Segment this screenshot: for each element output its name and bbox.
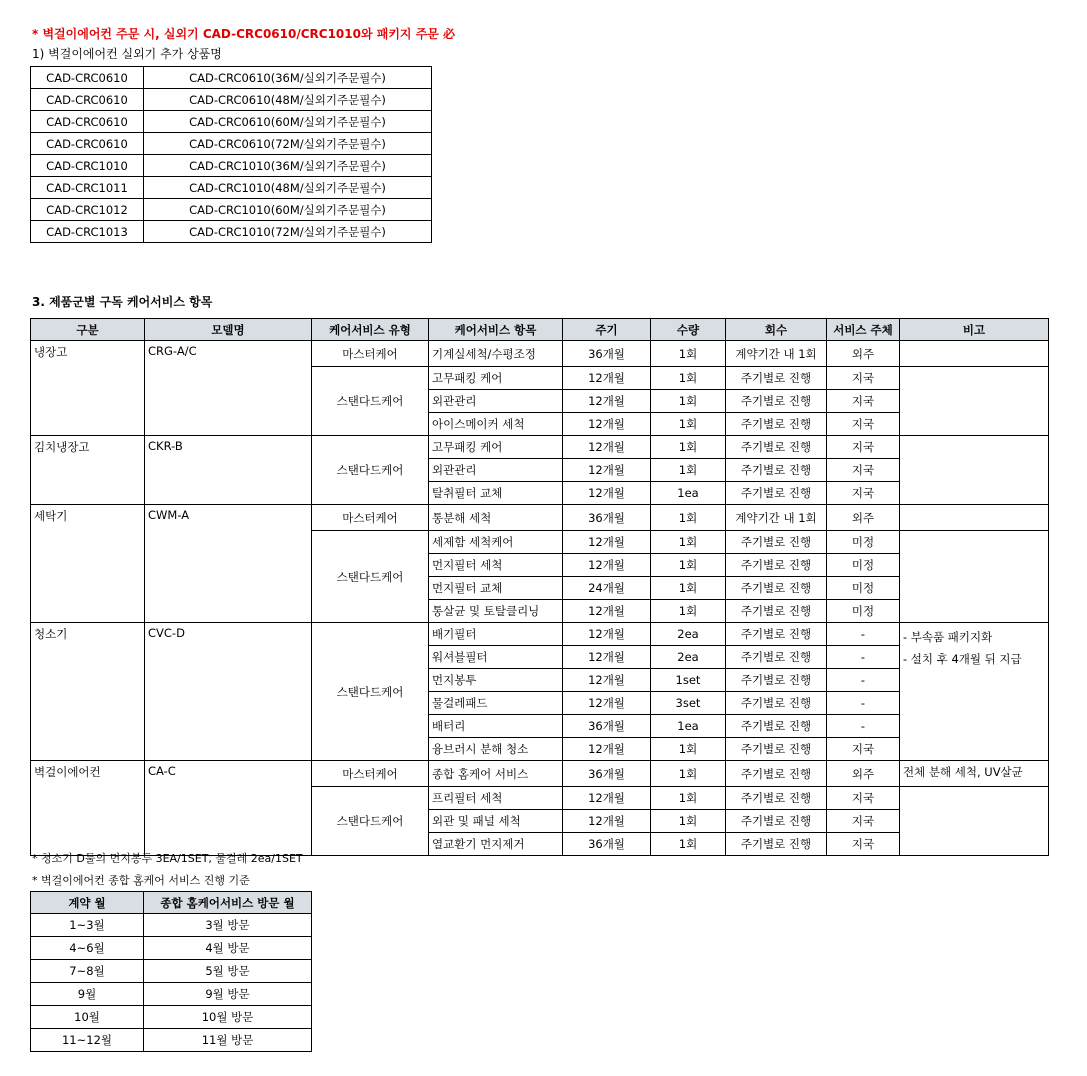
remarks-cell: [900, 787, 1049, 856]
remarks-cell: [900, 367, 1049, 436]
frequency-cell: 주기별로 진행: [726, 367, 827, 390]
contract-month-cell: 4~6월: [31, 937, 144, 960]
frequency-cell: 계약기간 내 1회: [726, 505, 827, 531]
outdoor-unit-code: CAD-CRC1010: [31, 155, 144, 177]
outdoor-unit-title: 1) 벽걸이에어컨 실외기 추가 상품명: [32, 47, 222, 61]
service-provider-cell: 미정: [827, 554, 900, 577]
care-item-cell: 먼지봉투: [429, 669, 563, 692]
vacuum-note: * 청소기 D툴의 먼지봉투 3EA/1SET, 물걸레 2ea/1SET: [32, 852, 303, 865]
visit-row: [31, 983, 312, 1006]
cycle-cell: 12개월: [563, 367, 651, 390]
service-provider-cell: 지국: [827, 482, 900, 505]
quantity-cell: 1회: [651, 577, 726, 600]
quantity-cell: 1회: [651, 413, 726, 436]
outdoor-unit-code: CAD-CRC0610: [31, 111, 144, 133]
cycle-cell: 12개월: [563, 669, 651, 692]
care-item-cell: 세제함 세척케어: [429, 531, 563, 554]
cycle-cell: 12개월: [563, 692, 651, 715]
cycle-cell: 12개월: [563, 554, 651, 577]
service-provider-cell: 지국: [827, 833, 900, 856]
cycle-cell: 24개월: [563, 577, 651, 600]
quantity-cell: 2ea: [651, 623, 726, 646]
outdoor-unit-row: [31, 199, 432, 221]
quantity-cell: 1회: [651, 738, 726, 761]
outdoor-unit-product-name: CAD-CRC1010(60M/실외기주문필수): [144, 199, 432, 221]
care-type-cell: 마스터케어: [312, 341, 429, 367]
category-cell: 청소기: [31, 623, 145, 761]
remarks-cell: [900, 341, 1049, 367]
column-header: 모델명: [145, 319, 312, 341]
outdoor-unit-code: CAD-CRC1012: [31, 199, 144, 221]
contract-month-cell: 1~3월: [31, 914, 144, 937]
service-provider-cell: 외주: [827, 761, 900, 787]
frequency-cell: 주기별로 진행: [726, 554, 827, 577]
visit-row: [31, 1029, 312, 1052]
service-provider-cell: 지국: [827, 436, 900, 459]
quantity-cell: 1회: [651, 554, 726, 577]
quantity-cell: 1회: [651, 459, 726, 482]
care-item-cell: 종합 홈케어 서비스: [429, 761, 563, 787]
frequency-cell: 주기별로 진행: [726, 413, 827, 436]
cycle-cell: 36개월: [563, 505, 651, 531]
care-item-cell: 외관관리: [429, 459, 563, 482]
contract-month-cell: 9월: [31, 983, 144, 1006]
visit-row: [31, 1006, 312, 1029]
cycle-cell: 12개월: [563, 810, 651, 833]
table-row: [31, 623, 1049, 646]
service-provider-cell: 미정: [827, 577, 900, 600]
table-row: [31, 341, 1049, 367]
frequency-cell: 주기별로 진행: [726, 623, 827, 646]
model-cell: CRG-A/C: [145, 341, 312, 436]
quantity-cell: 1ea: [651, 482, 726, 505]
model-cell: CWM-A: [145, 505, 312, 623]
quantity-cell: 1회: [651, 436, 726, 459]
frequency-cell: 계약기간 내 1회: [726, 341, 827, 367]
frequency-cell: 주기별로 진행: [726, 833, 827, 856]
visit-month-cell: 3월 방문: [144, 914, 312, 937]
care-item-cell: 외관관리: [429, 390, 563, 413]
cycle-cell: 36개월: [563, 341, 651, 367]
outdoor-unit-row: [31, 221, 432, 243]
visit-row: [31, 937, 312, 960]
contract-month-cell: 11~12월: [31, 1029, 144, 1052]
quantity-cell: 1회: [651, 367, 726, 390]
remarks-cell: 전체 분해 세척, UV살균: [900, 761, 1049, 787]
cycle-cell: 36개월: [563, 715, 651, 738]
quantity-cell: 1set: [651, 669, 726, 692]
visit-month-cell: 10월 방문: [144, 1006, 312, 1029]
contract-month-cell: 10월: [31, 1006, 144, 1029]
service-provider-cell: -: [827, 623, 900, 646]
quantity-cell: 1회: [651, 810, 726, 833]
cycle-cell: 12개월: [563, 390, 651, 413]
service-provider-cell: -: [827, 669, 900, 692]
order-notice: * 벽걸이에어컨 주문 시, 실외기 CAD-CRC0610/CRC1010와 패키지 주문 必: [32, 27, 456, 41]
outdoor-unit-code: CAD-CRC1011: [31, 177, 144, 199]
frequency-cell: 주기별로 진행: [726, 761, 827, 787]
column-header: 케어서비스 유형: [312, 319, 429, 341]
cycle-cell: 12개월: [563, 459, 651, 482]
care-item-cell: 탈취필터 교체: [429, 482, 563, 505]
visit-column-header: 종합 홈케어서비스 방문 월: [144, 892, 312, 914]
aircon-note: * 벽걸이에어컨 종합 홈케어 서비스 진행 기준: [32, 874, 250, 887]
outdoor-unit-row: [31, 67, 432, 89]
cycle-cell: 36개월: [563, 833, 651, 856]
remarks-cell: [900, 436, 1049, 505]
care-item-cell: 먼지필터 세척: [429, 554, 563, 577]
outdoor-unit-product-name: CAD-CRC1010(72M/실외기주문필수): [144, 221, 432, 243]
care-item-cell: 프리필터 세척: [429, 787, 563, 810]
table-row: [31, 436, 1049, 459]
frequency-cell: 주기별로 진행: [726, 669, 827, 692]
service-provider-cell: 지국: [827, 459, 900, 482]
service-provider-cell: 미정: [827, 531, 900, 554]
outdoor-unit-code: CAD-CRC0610: [31, 67, 144, 89]
care-service-table: [30, 318, 1049, 856]
remarks-cell: [900, 505, 1049, 531]
care-type-cell: 스탠다드케어: [312, 436, 429, 505]
cycle-cell: 12개월: [563, 646, 651, 669]
outdoor-unit-product-name: CAD-CRC1010(36M/실외기주문필수): [144, 155, 432, 177]
column-header: 케어서비스 항목: [429, 319, 563, 341]
category-cell: 벽걸이에어컨: [31, 761, 145, 856]
quantity-cell: 1회: [651, 531, 726, 554]
table-row: [31, 505, 1049, 531]
frequency-cell: 주기별로 진행: [726, 692, 827, 715]
care-type-cell: 스탠다드케어: [312, 367, 429, 436]
quantity-cell: 1회: [651, 505, 726, 531]
outdoor-unit-row: [31, 133, 432, 155]
care-type-cell: 마스터케어: [312, 505, 429, 531]
care-item-cell: 물걸레패드: [429, 692, 563, 715]
cycle-cell: 12개월: [563, 600, 651, 623]
column-header: 구분: [31, 319, 145, 341]
cycle-cell: 36개월: [563, 761, 651, 787]
visit-month-cell: 5월 방문: [144, 960, 312, 983]
care-item-cell: 배기필터: [429, 623, 563, 646]
frequency-cell: 주기별로 진행: [726, 738, 827, 761]
frequency-cell: 주기별로 진행: [726, 646, 827, 669]
service-provider-cell: 미정: [827, 600, 900, 623]
cycle-cell: 12개월: [563, 436, 651, 459]
remarks-cell: [900, 531, 1049, 623]
frequency-cell: 주기별로 진행: [726, 600, 827, 623]
visit-month-cell: 9월 방문: [144, 983, 312, 1006]
cycle-cell: 12개월: [563, 413, 651, 436]
category-cell: 냉장고: [31, 341, 145, 436]
model-cell: CKR-B: [145, 436, 312, 505]
outdoor-unit-product-name: CAD-CRC0610(60M/실외기주문필수): [144, 111, 432, 133]
category-cell: 세탁기: [31, 505, 145, 623]
service-provider-cell: 지국: [827, 810, 900, 833]
column-header: 회수: [726, 319, 827, 341]
care-item-cell: 워셔블필터: [429, 646, 563, 669]
remark-line: - 설치 후 4개월 뒤 지급: [903, 652, 1022, 666]
frequency-cell: 주기별로 진행: [726, 531, 827, 554]
outdoor-unit-code: CAD-CRC0610: [31, 133, 144, 155]
care-item-cell: 배터리: [429, 715, 563, 738]
remarks-cell: [900, 623, 1049, 761]
quantity-cell: 1회: [651, 341, 726, 367]
remark-line: - 부속품 패키지화: [903, 630, 993, 644]
visit-row: [31, 914, 312, 937]
outdoor-unit-row: [31, 89, 432, 111]
table-row: [31, 761, 1049, 787]
frequency-cell: 주기별로 진행: [726, 810, 827, 833]
model-cell: CA-C: [145, 761, 312, 856]
care-item-cell: 아이스메이커 세척: [429, 413, 563, 436]
care-type-cell: 마스터케어: [312, 761, 429, 787]
service-provider-cell: 지국: [827, 738, 900, 761]
care-item-cell: 열교환기 먼지제거: [429, 833, 563, 856]
frequency-cell: 주기별로 진행: [726, 715, 827, 738]
service-provider-cell: 지국: [827, 367, 900, 390]
quantity-cell: 3set: [651, 692, 726, 715]
quantity-cell: 1회: [651, 833, 726, 856]
visit-column-header: 계약 월: [31, 892, 144, 914]
outdoor-unit-product-name: CAD-CRC1010(48M/실외기주문필수): [144, 177, 432, 199]
outdoor-unit-product-name: CAD-CRC0610(48M/실외기주문필수): [144, 89, 432, 111]
service-provider-cell: -: [827, 692, 900, 715]
care-item-cell: 통분해 세척: [429, 505, 563, 531]
cycle-cell: 12개월: [563, 738, 651, 761]
column-header: 비고: [900, 319, 1049, 341]
service-provider-cell: 지국: [827, 390, 900, 413]
outdoor-unit-product-name: CAD-CRC0610(72M/실외기주문필수): [144, 133, 432, 155]
quantity-cell: 1회: [651, 390, 726, 413]
visit-month-cell: 4월 방문: [144, 937, 312, 960]
care-item-cell: 통살균 및 토탈클리닝: [429, 600, 563, 623]
quantity-cell: 1ea: [651, 715, 726, 738]
frequency-cell: 주기별로 진행: [726, 482, 827, 505]
service-provider-cell: -: [827, 715, 900, 738]
model-cell: CVC-D: [145, 623, 312, 761]
service-provider-cell: 외주: [827, 505, 900, 531]
section-title: 3. 제품군별 구독 케어서비스 항목: [32, 295, 213, 309]
frequency-cell: 주기별로 진행: [726, 459, 827, 482]
cycle-cell: 12개월: [563, 787, 651, 810]
cycle-cell: 12개월: [563, 531, 651, 554]
quantity-cell: 1회: [651, 600, 726, 623]
cycle-cell: 12개월: [563, 482, 651, 505]
visit-month-cell: 11월 방문: [144, 1029, 312, 1052]
column-header: 수량: [651, 319, 726, 341]
service-provider-cell: -: [827, 646, 900, 669]
care-item-cell: 융브러시 분해 청소: [429, 738, 563, 761]
visit-row: [31, 960, 312, 983]
service-provider-cell: 지국: [827, 787, 900, 810]
service-provider-cell: 지국: [827, 413, 900, 436]
column-header: 주기: [563, 319, 651, 341]
outdoor-unit-row: [31, 111, 432, 133]
quantity-cell: 2ea: [651, 646, 726, 669]
care-type-cell: 스탠다드케어: [312, 623, 429, 761]
cycle-cell: 12개월: [563, 623, 651, 646]
frequency-cell: 주기별로 진행: [726, 390, 827, 413]
outdoor-unit-row: [31, 177, 432, 199]
service-provider-cell: 외주: [827, 341, 900, 367]
category-cell: 김치냉장고: [31, 436, 145, 505]
care-type-cell: 스탠다드케어: [312, 787, 429, 856]
outdoor-unit-table: [30, 66, 432, 243]
quantity-cell: 1회: [651, 761, 726, 787]
quantity-cell: 1회: [651, 787, 726, 810]
care-item-cell: 먼지필터 교체: [429, 577, 563, 600]
care-item-cell: 기계실세척/수평조정: [429, 341, 563, 367]
frequency-cell: 주기별로 진행: [726, 787, 827, 810]
column-header: 서비스 주체: [827, 319, 900, 341]
visit-schedule-table: [30, 891, 312, 1052]
outdoor-unit-product-name: CAD-CRC0610(36M/실외기주문필수): [144, 67, 432, 89]
frequency-cell: 주기별로 진행: [726, 436, 827, 459]
outdoor-unit-row: [31, 155, 432, 177]
outdoor-unit-code: CAD-CRC1013: [31, 221, 144, 243]
care-item-cell: 고무패킹 케어: [429, 436, 563, 459]
care-item-cell: 외관 및 패널 세척: [429, 810, 563, 833]
contract-month-cell: 7~8월: [31, 960, 144, 983]
care-type-cell: 스탠다드케어: [312, 531, 429, 623]
frequency-cell: 주기별로 진행: [726, 577, 827, 600]
outdoor-unit-code: CAD-CRC0610: [31, 89, 144, 111]
care-item-cell: 고무패킹 케어: [429, 367, 563, 390]
